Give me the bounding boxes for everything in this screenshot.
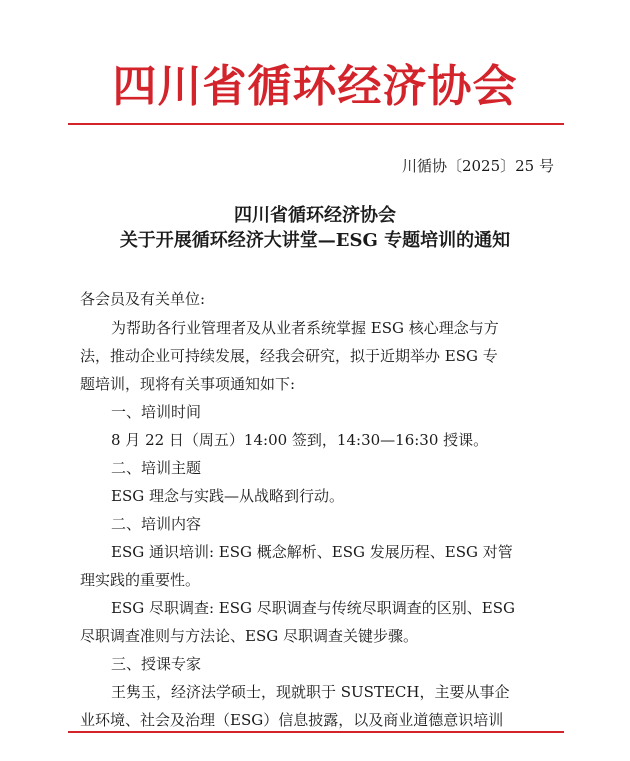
intro-line-3: 题培训，现将有关事项通知如下: [80, 375, 296, 393]
section-heading-expert: 三、授课专家 [111, 655, 202, 673]
document-number: 川循协〔2025〕25 号 [401, 157, 554, 175]
content-p1-line-1: ESG 通识培训: ESG 概念解析、ESG 发展历程、ESG 对管 [111, 543, 513, 561]
header-red-rule [68, 123, 564, 125]
section-text-topic: ESG 理念与实践—从战略到行动。 [111, 487, 344, 505]
notice-title-line-1: 四川省循环经济协会 [234, 205, 396, 226]
org-header-title: 四川省循环经济协会 [112, 61, 518, 112]
content-p1-line-2: 理实践的重要性。 [80, 571, 201, 589]
content-p2-line-1: ESG 尽职调查: ESG 尽职调查与传统尽职调查的区别、ESG [111, 599, 515, 617]
section-text-time: 8 月 22 日（周五）14:00 签到，14:30—16:30 授课。 [111, 431, 489, 449]
intro-line-1: 为帮助各行业管理者及从业者系统掌握 ESG 核心理念与方 [111, 319, 499, 337]
footer-red-rule [68, 731, 564, 733]
salutation: 各会员及有关单位: [80, 290, 206, 308]
section-heading-time: 一、培训时间 [111, 403, 202, 421]
section-heading-topic: 二、培训主题 [111, 459, 202, 477]
section-heading-content: 二、培训内容 [111, 515, 202, 533]
content-p2-line-2: 尽职调查准则与方法论、ESG 尽职调查关键步骤。 [80, 627, 418, 645]
notice-title-line-2: 关于开展循环经济大讲堂—ESG 专题培训的通知 [119, 230, 511, 251]
expert-line-1: 王隽玉，经济法学硕士，现就职于 SUSTECH，主要从事企 [111, 683, 510, 701]
intro-line-2: 法，推动企业可持续发展，经我会研究，拟于近期举办 ESG 专 [80, 347, 498, 365]
expert-line-2: 业环境、社会及治理（ESG）信息披露，以及商业道德意识培训 [80, 711, 504, 729]
